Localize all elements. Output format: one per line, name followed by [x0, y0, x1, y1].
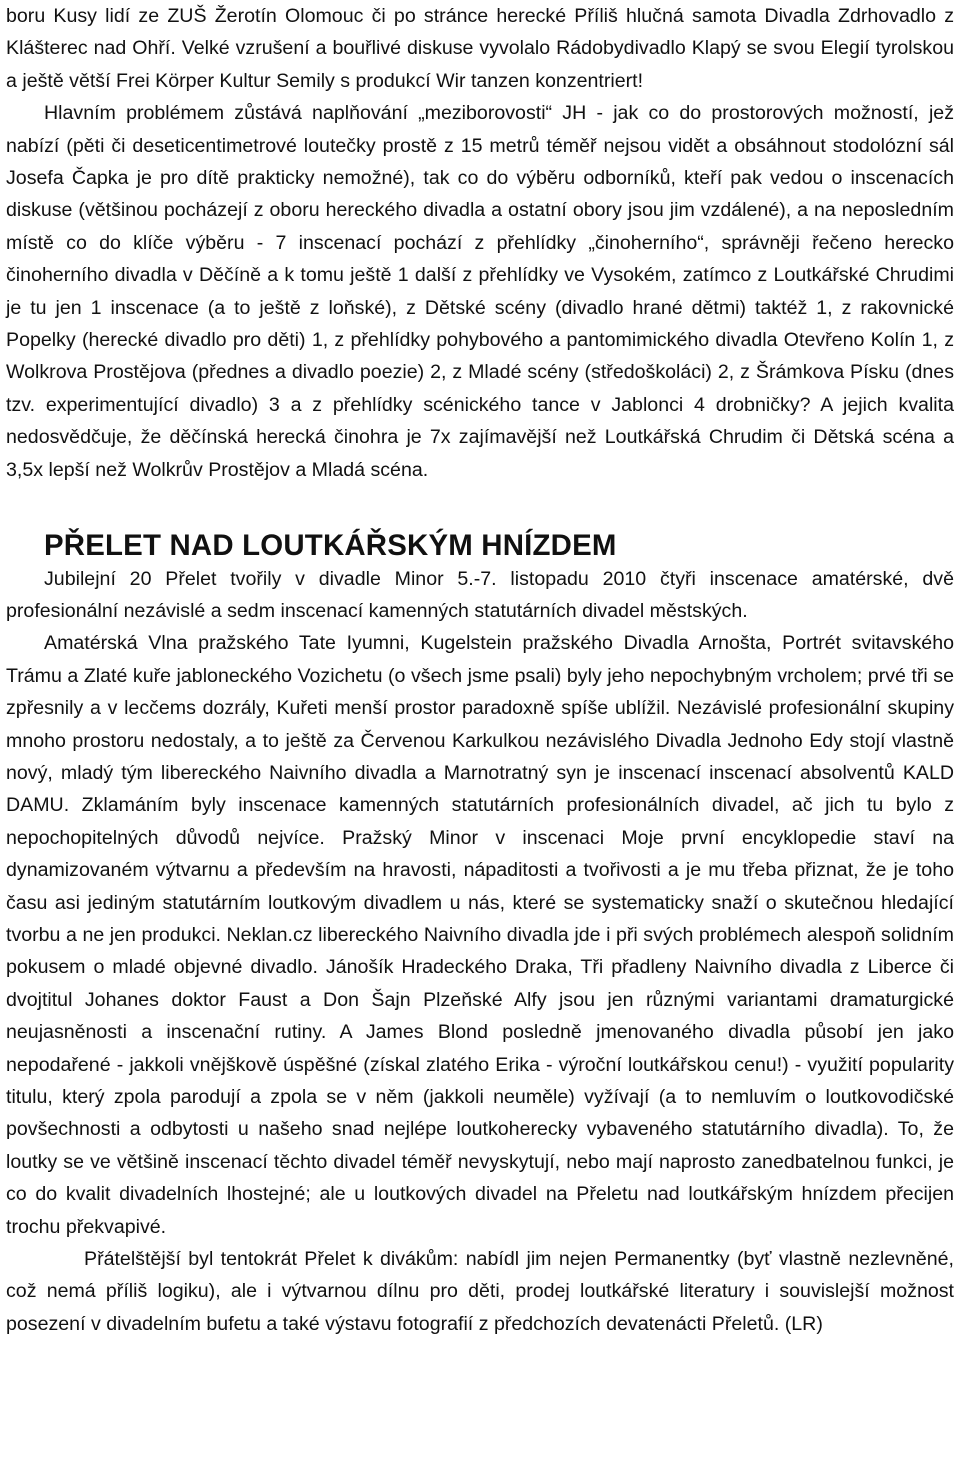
section-spacer — [6, 486, 954, 530]
document-page — [6, 0, 954, 1340]
article-paragraph: Hlavním problémem zůstává naplňování „meziborovosti“ JH - jak co do prostorových možností, jež nabízí (pěti či deseticentimetrové loutečky prostě z 15 metrů téměř nejsou vidět a obsáhnout stodolózní sál Josefa Čapka je pro dítě prakticky nemožné), tak co do výběru odborníků, kteří pak vedou o inscenacích diskuse (většinou pocházejí z oboru hereckého divadla a ostatní obory jsou jim vzdálené), a na neposledním místě co do klíče výběru - 7 inscenací pochází z přehlídky „činoherního“, správněji řečeno herecko činoherního divadla v Děčíně a k tomu ještě 1 další z přehlídky ve Vysokém, zatímco z Loutkářské Chrudimi je tu jen 1 inscenace (a to ještě z loňské), z Dětské scény (divadlo hrané dětmi) taktéž 1, z rakovnické Popelky (herecké divadlo pro děti) 1, z přehlídky pohybového a pantomimického divadla Otevřeno Kolín 1, z Wolkrova Prostějova (přednes a divadlo poezie) 2, z Mladé scény (středoškoláci) 2, z Šrámkova Písku (dnes tzv. experimentující divadlo) 3 a z přehlídky scénického tance v Jablonci 4 drobničky? A jejich kvalita nedosvědčuje, že děčínská herecká činohra je 7x zajímavější než Loutkářská Chrudim či Dětská scéna a 3,5x lepší než Wolkrův Prostějov a Mladá scéna. — [6, 102, 954, 481]
article-continued-paragraph: boru Kusy lidí ze ZUŠ Žerotín Olomouc či po stránce herecké Příliš hlučná samota Divadla Zdrhovadlo z Klášterec nad Ohří. Velké vzrušení a bouřlivé diskuse vyvolalo Rádobydivadlo Klapý se svou Elegií tyrolskou a ještě větší Frei Körper Kultur Semily s produkcí Wir tanzen konzentriert! — [6, 5, 954, 92]
section-closing-paragraph: Přátelštější byl tentokrát Přelet k divákům: nabídl jim nejen Permanentky (byť vlastně nezlevněné, což nemá příliš logiku), ale i výtvarnou dílnu pro děti, prodej loutkářské literatury i souvislejší možnost posezení v divadelním bufetu a také výstavu fotografií z předchozích devatenácti Přeletů. (LR) — [6, 1248, 954, 1335]
section-intro-paragraph: Jubilejní 20 Přelet tvořily v divadle Minor 5.-7. listopadu 2010 čtyři inscenace amatérské, dvě profesionální nezávislé a sedm inscenací kamenných statutárních divadel městských. — [6, 567, 954, 622]
section-body-paragraph: Amatérská Vlna pražského Tate Iyumni, Kugelstein pražského Divadla Arnošta, Portrét svitavského Trámu a Zlaté kuře jabloneckého Vozichetu (o všech jsme psali) byly jeho nepochybným vrcholem; prvé tři se zpřesnily a v lecčems dozrály, Kuřeti menší prostor paradoxně spíše ublížil. Nezávislé profesionální skupiny mnoho prostoru nedostaly, a to ještě za Červenou Karkulkou nezávislého Divadla Jednoho Edy stojí vlastně nový, mladý tým libereckého Naivního divadla a Marnotratný syn je inscenací inscenací absolventů KALD DAMU. Zklamáním byly inscenace kamenných statutárních profesionálních divadel, ač jich tu bylo z nepochopitelných důvodů nejvíce. Pražský Minor v inscenaci Moje první encyklopedie staví na dynamizovaném výtvarnu a především na hravosti, nápaditosti a tvořivosti a je mu třeba přiznat, že je toho času asi jediným statutárním loutkovým divadlem u nás, které se systematicky snaží o skutečnou hledající tvorbu a ne jen produkci. Neklan.cz libereckého Naivního divadla jde i při svých problémech alespoň solidním pokusem o mladé objevné divadlo. Jánošík Hradeckého Draka, Tři přadleny Naivního divadla z Liberce či dvojtitul Johanes doktor Faust a Don Šajn Plzeňské Alfy jsou jen různými variantami dramaturgické neujasněnosti a inscenační rutiny. A James Blond posledně jmenovaného divadla působí jen jako nepodařené - jakkoli vnějškově úspěšné (získal zlatého Erika - výroční loutkářskou cenu!) - využití popularity titulu, který zpola parodují a zpola se v něm (jakkoli neuměle) vyžívají (a to nemluvím o loutkovodičské povšechnosti a odbytosti u našeho snad nejlépe loutkoherecky vybaveného statutárního divadla). To, že loutky se ve většině inscenací těchto divadel téměř nevyskytují, nebo mají naprosto zanedbatelnou funkci, je co do kvalit divadelních lhostejné; ale u loutkových divadel na Přeletu nad loutkářským hnízdem přecijen trochu překvapivé. — [6, 632, 954, 1238]
section-heading: PŘELET NAD LOUTKÁŘSKÝM HNÍZDEM — [44, 529, 617, 563]
